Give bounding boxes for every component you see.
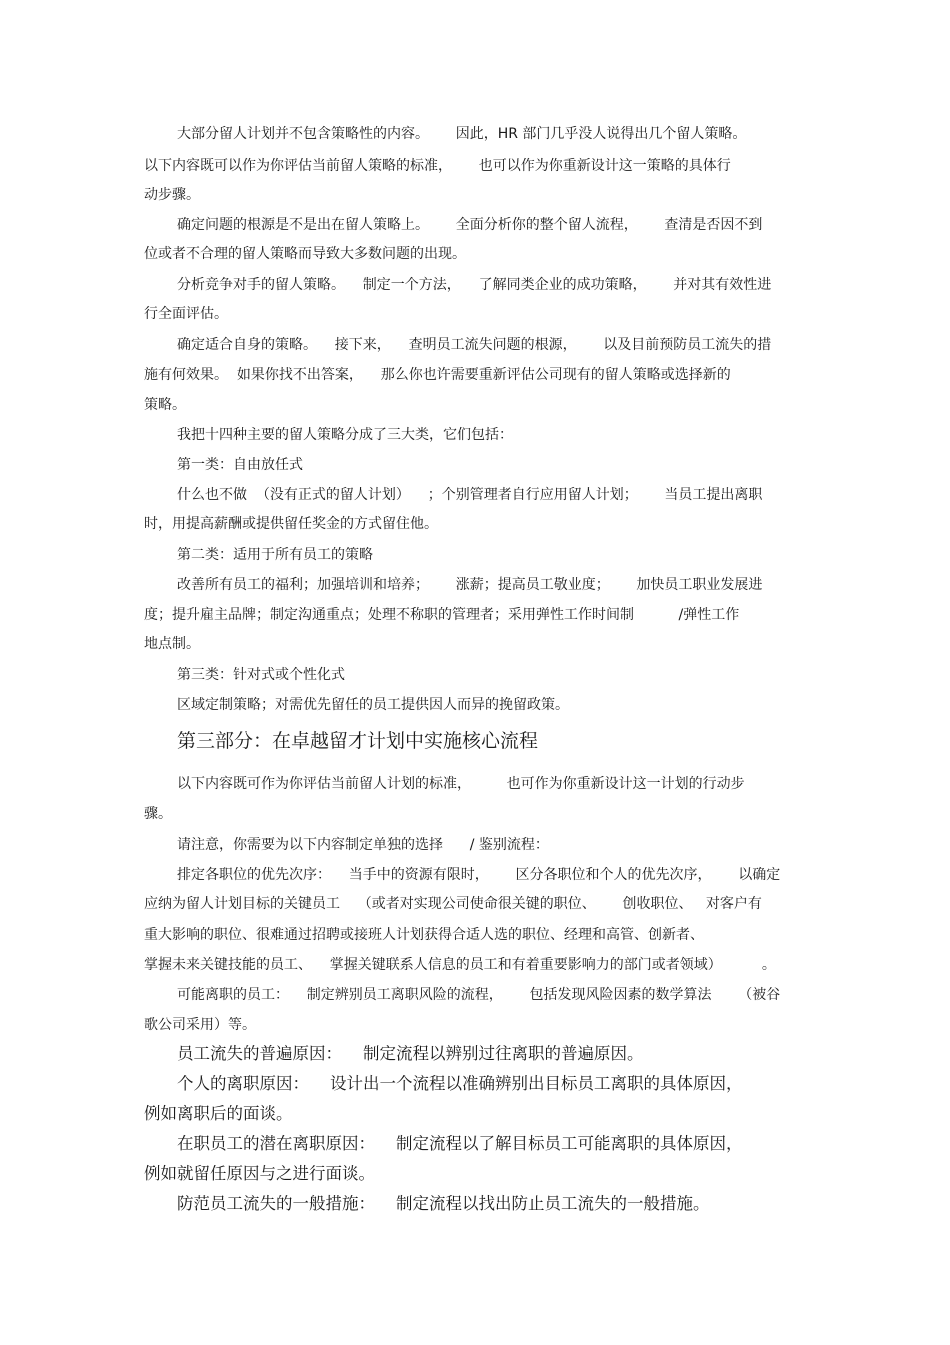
paragraph-line: 大部分留人计划并不包含策略性的内容。 因此，HR 部门几乎没人说得出几个留人策略。 <box>177 126 747 142</box>
paragraph-line: 我把十四种主要的留人策略分成了三大类，它们包括： <box>177 427 513 443</box>
paragraph-line: 行全面评估。 <box>144 306 228 322</box>
paragraph-line: 第一类：自由放任式 <box>177 457 303 473</box>
paragraph-line: 第三类：针对式或个性化式 <box>177 667 345 683</box>
paragraph-line: 应纳为留人计划目标的关键员工 （或者对实现公司使命很关键的职位、 创收职位、 对客户有 <box>144 896 762 912</box>
paragraph-line: 时，用提高薪酬或提供留任奖金的方式留住他。 <box>144 516 438 532</box>
paragraph-line: 施有何效果。 如果你找不出答案， 那么你也许需要重新评估公司现有的留人策略或选择新的 <box>144 367 731 383</box>
paragraph-line: 策略。 <box>144 397 186 413</box>
paragraph-line: 动步骤。 <box>144 187 200 203</box>
paragraph-line: 位或者不合理的留人策略而导致大多数问题的出现。 <box>144 246 466 262</box>
paragraph-line-large: 例如就留任原因与之进行面谈。 <box>144 1164 375 1183</box>
paragraph-line: 什么也不做 （没有正式的留人计划） ；个别管理者自行应用留人计划； 当员工提出离职 <box>177 487 763 503</box>
paragraph-line: 掌握未来关键技能的员工、 掌握关键联系人信息的员工和有着重要影响力的部门或者领域） 。 <box>144 957 776 973</box>
section-heading: 第三部分：在卓越留才计划中实施核心流程 <box>177 730 539 752</box>
paragraph-line: 请注意，你需要为以下内容制定单独的选择 / 鉴别流程： <box>177 837 549 853</box>
paragraph-line-large: 防范员工流失的一般措施： 制定流程以找出防止员工流失的一般措施。 <box>177 1194 710 1213</box>
paragraph-line: 以下内容既可作为你评估当前留人计划的标准， 也可作为你重新设计这一计划的行动步 <box>177 776 745 792</box>
paragraph-line-large: 员工流失的普遍原因： 制定流程以辨别过往离职的普遍原因。 <box>177 1044 644 1063</box>
paragraph-line: 骤。 <box>144 806 172 822</box>
paragraph-line-large: 例如离职后的面谈。 <box>144 1104 293 1123</box>
paragraph-line: 区域定制策略；对需优先留任的员工提供因人而异的挽留政策。 <box>177 697 569 713</box>
paragraph-line: 第二类：适用于所有员工的策略 <box>177 547 373 563</box>
paragraph-line: 确定适合自身的策略。 接下来， 查明员工流失问题的根源， 以及目前预防员工流失的措 <box>177 337 772 353</box>
paragraph-line: 重大影响的职位、很难通过招聘或接班人计划获得合适人选的职位、经理和高管、创新者、 <box>144 927 704 943</box>
paragraph-line: 改善所有员工的福利；加强培训和培养； 涨薪；提高员工敬业度； 加快员工职业发展进 <box>177 577 763 593</box>
paragraph-line: 歌公司采用）等。 <box>144 1017 256 1033</box>
paragraph-line: 以下内容既可以作为你评估当前留人策略的标准， 也可以作为你重新设计这一策略的具体行 <box>144 158 731 174</box>
paragraph-line: 地点制。 <box>144 636 200 652</box>
paragraph-line: 确定问题的根源是不是出在留人策略上。 全面分析你的整个留人流程， 查清是否因不到 <box>177 217 763 233</box>
paragraph-line-large: 在职员工的潜在离职原因： 制定流程以了解目标员工可能离职的具体原因， <box>177 1134 743 1153</box>
paragraph-line: 排定各职位的优先次序： 当手中的资源有限时， 区分各职位和个人的优先次序， 以确定 <box>177 867 781 883</box>
paragraph-line-large: 个人的离职原因： 设计出一个流程以准确辨别出目标员工离职的具体原因， <box>177 1074 743 1093</box>
paragraph-line: 分析竞争对手的留人策略。 制定一个方法， 了解同类企业的成功策略， 并对其有效性进 <box>177 277 772 293</box>
paragraph-line: 可能离职的员工： 制定辨别员工离职风险的流程， 包括发现风险因素的数学算法 （被谷 <box>177 987 781 1003</box>
paragraph-line: 度；提升雇主品牌；制定沟通重点；处理不称职的管理者；采用弹性工作时间制 /弹性工作 <box>144 607 740 623</box>
